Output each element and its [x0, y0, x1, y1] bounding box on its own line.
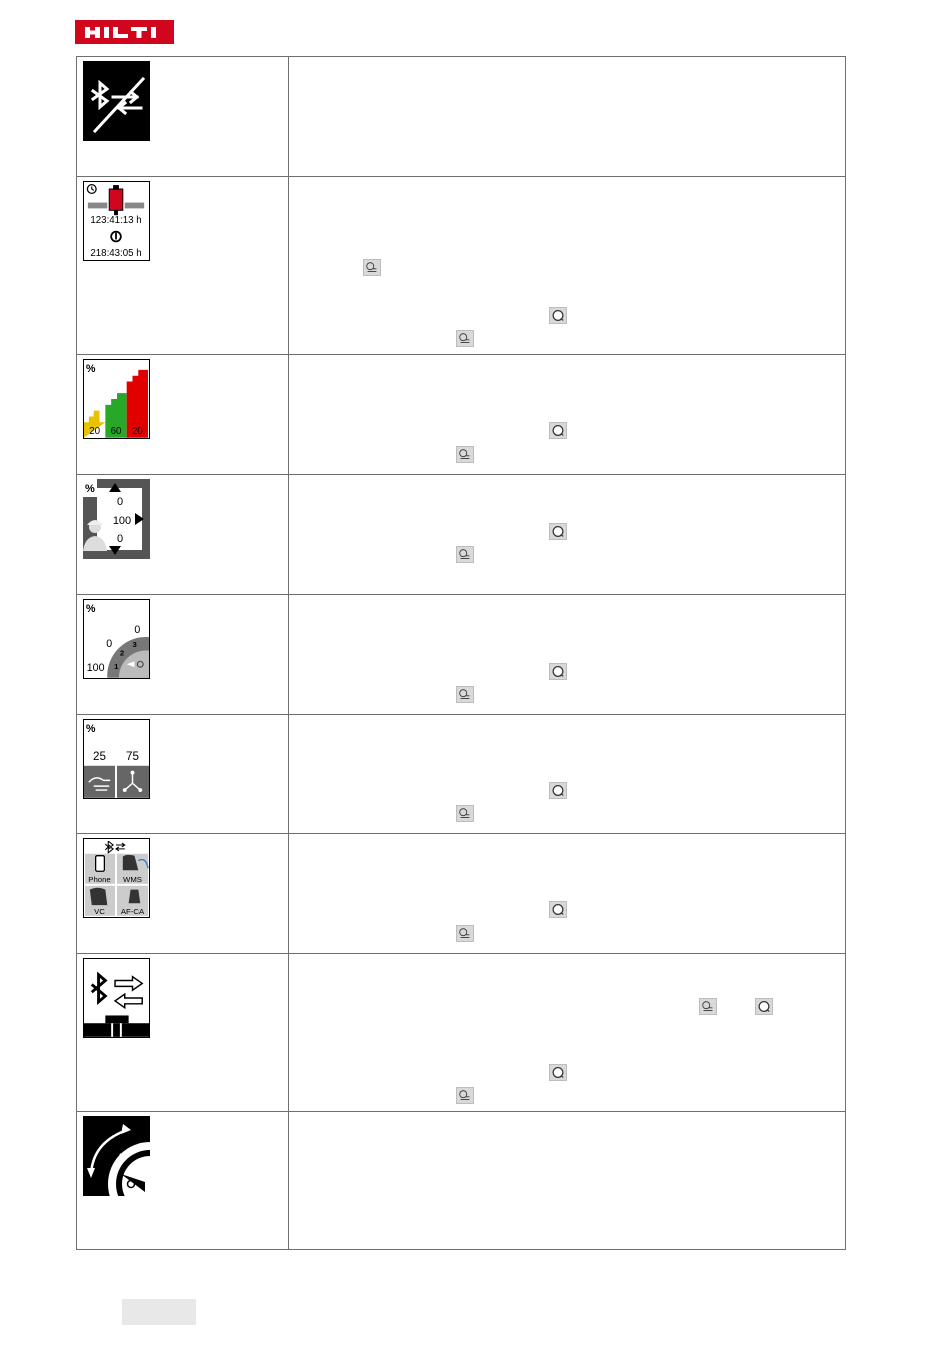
hilti-logo — [75, 20, 174, 44]
icon-cell — [77, 954, 289, 1112]
menu-confirm-icon — [456, 1087, 474, 1104]
gear-selection-screen — [83, 599, 150, 679]
table-row — [77, 475, 846, 595]
bar-label-yellow: 20 — [89, 425, 101, 437]
device-label-vc: VC — [94, 906, 105, 916]
description-cell — [289, 834, 846, 954]
operating-hours-screen — [83, 181, 150, 261]
description-cell — [289, 954, 846, 1112]
table-row — [77, 595, 846, 715]
gear-label-2: 2 — [119, 648, 125, 658]
top-value: 0 — [116, 496, 124, 508]
percent-label: % — [85, 362, 96, 375]
menu-confirm-icon — [699, 998, 717, 1015]
rig-value: 75 — [126, 749, 139, 763]
bar-label-green: 60 — [110, 425, 122, 437]
runtime-label: 123:41:13 h — [90, 214, 142, 226]
icon-cell — [77, 57, 289, 177]
bluetooth-transfer-screen — [83, 958, 150, 1038]
description-cell — [289, 715, 846, 834]
reset-icon — [549, 523, 567, 540]
bar-label-red: 20 — [131, 425, 143, 437]
reset-icon — [549, 1064, 567, 1081]
menu-confirm-icon — [456, 686, 474, 703]
icon-cell — [77, 475, 289, 595]
percent-label: % — [85, 602, 96, 615]
icon-cell — [77, 715, 289, 834]
bottom-value: 0 — [116, 533, 124, 545]
bottom-value: 100 — [86, 662, 105, 675]
description-cell — [289, 355, 846, 475]
device-label-af-ca: AF-CA — [120, 906, 145, 916]
description-cell — [289, 595, 846, 715]
icon-cell — [77, 177, 289, 355]
menu-confirm-icon — [456, 805, 474, 822]
menu-confirm-icon — [456, 446, 474, 463]
table-row — [77, 834, 846, 954]
menu-confirm-icon — [363, 259, 381, 276]
percent-label: % — [85, 483, 95, 495]
total-hours-label: 218:43:05 h — [90, 247, 142, 259]
table-row — [77, 1112, 846, 1250]
icon-cell — [77, 834, 289, 954]
table-row — [77, 57, 846, 177]
reset-icon — [549, 663, 567, 680]
gear-label-3: 3 — [132, 639, 137, 649]
table-row — [77, 355, 846, 475]
bluetooth-disconnected-icon — [83, 61, 150, 141]
connected-devices-screen — [83, 838, 150, 918]
device-label-phone: Phone — [88, 874, 111, 884]
top-value: 0 — [134, 624, 141, 637]
reset-icon — [755, 998, 773, 1015]
reset-icon — [549, 307, 567, 324]
gear-label-1: 1 — [114, 662, 119, 672]
middle-value: 100 — [112, 515, 132, 527]
table-row — [77, 954, 846, 1112]
operator-position-screen — [83, 479, 150, 559]
rotation-dial-screen — [83, 1116, 150, 1196]
table-row — [77, 715, 846, 834]
handheld-vs-rig-screen — [83, 719, 150, 799]
handheld-value: 25 — [93, 749, 106, 763]
reset-icon — [549, 422, 567, 439]
description-cell — [289, 57, 846, 177]
menu-confirm-icon — [456, 546, 474, 563]
percent-label: % — [85, 722, 96, 735]
table-row — [77, 177, 846, 355]
description-cell — [289, 1112, 846, 1250]
device-label-wms: WMS — [123, 874, 142, 884]
page-number-tab — [122, 1299, 196, 1325]
display-icon-table — [76, 56, 846, 1250]
load-distribution-screen — [83, 359, 150, 439]
description-cell — [289, 475, 846, 595]
icon-cell — [77, 595, 289, 715]
middle-value: 0 — [106, 637, 113, 650]
reset-icon — [549, 901, 567, 918]
menu-confirm-icon — [456, 330, 474, 347]
icon-cell — [77, 1112, 289, 1250]
icon-cell — [77, 355, 289, 475]
menu-confirm-icon — [456, 925, 474, 942]
description-cell — [289, 177, 846, 355]
reset-icon — [549, 782, 567, 799]
